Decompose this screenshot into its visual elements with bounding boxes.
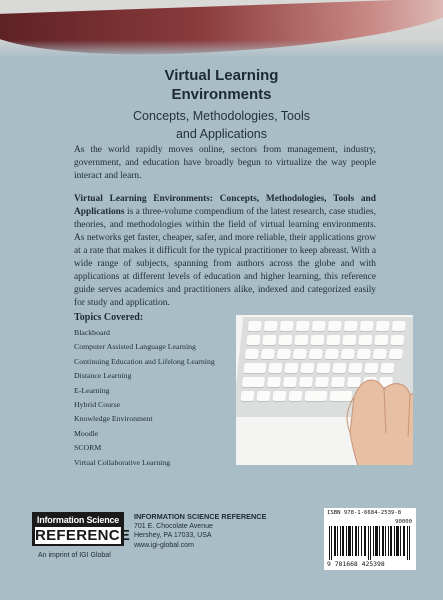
hand-icon	[314, 337, 413, 465]
topic-item: SCORM	[74, 443, 102, 453]
topic-item: Computer Assisted Language Learning	[74, 342, 196, 352]
price-code: 90000	[395, 519, 412, 525]
book-subtitle-line1: Concepts, Methodologies, Tools	[133, 109, 310, 123]
publisher-logo	[32, 512, 131, 546]
logo-top-text: Information Science	[36, 515, 120, 525]
book-title	[0, 66, 443, 104]
isbn-text: ISBN 978-1-6684-2539-8	[327, 510, 402, 516]
publisher-address	[134, 512, 266, 550]
logo-bottom-text: REFERENCE	[35, 527, 131, 544]
top-decorative-band	[0, 0, 443, 58]
topic-item: Virtual Collaborative Learning	[74, 457, 171, 467]
back-cover-footer	[0, 504, 443, 600]
band-shade	[0, 40, 443, 58]
topic-item: Continuing Education and Lifelong Learning	[74, 356, 215, 366]
isbn-barcode-block	[324, 508, 416, 570]
description-body: is a three-volume compendium of the latest research, case studies, theories, and methodologies within the field of virtual learning environments. As networks get faster, cheaper, safer, and more reliable, their applications grow at a rate that makes it difficult for the typical practitioner to keep abreast. With a wide range of subjects, spanning from authors across the globe and with applications at different levels of education and higher learning, this reference guide serves academics and practitioners alike, indexed and categorized easily for study and application.	[74, 207, 376, 308]
topic-item: Hybrid Course	[74, 400, 121, 410]
book-title-line1: Virtual Learning	[164, 67, 279, 84]
description-bold-title: Virtual Learning Environments: Concepts, Methodologies, Tools and Applications	[74, 194, 376, 217]
keyboard-hand-photo	[236, 315, 413, 465]
publisher-name: INFORMATION SCIENCE REFERENCE	[134, 512, 267, 521]
publisher-website: www.igi-global.com	[134, 541, 194, 549]
topic-item: Moodle	[74, 428, 99, 438]
imprint-text: An imprint of IGI Global	[38, 552, 111, 559]
barcode-graphic	[329, 526, 411, 560]
topic-item: E-Learning	[74, 385, 110, 395]
topic-item: Knowledge Environment	[74, 414, 153, 424]
address-line-1: 701 E. Chocolate Avenue	[134, 522, 213, 530]
book-subtitle	[0, 107, 443, 143]
address-line-2: Hershey, PA 17033, USA	[134, 532, 212, 539]
title-block	[0, 66, 443, 143]
topics-heading: Topics Covered:	[74, 312, 144, 323]
barcode-digits: 9 781668 425398	[327, 560, 385, 568]
topic-item: Blackboard	[74, 328, 110, 337]
book-title-line2: Environments	[171, 86, 272, 103]
topics-covered-list	[74, 312, 244, 470]
book-subtitle-line2: and Applications	[175, 127, 268, 141]
topic-item: Distance Learning	[74, 371, 132, 381]
description-paragraph-2	[74, 193, 376, 310]
description-paragraph-1: As the world rapidly moves online, sectors from management, industry, government, and education have broadly begun to virtualize the way people interact and learn.	[74, 145, 376, 181]
